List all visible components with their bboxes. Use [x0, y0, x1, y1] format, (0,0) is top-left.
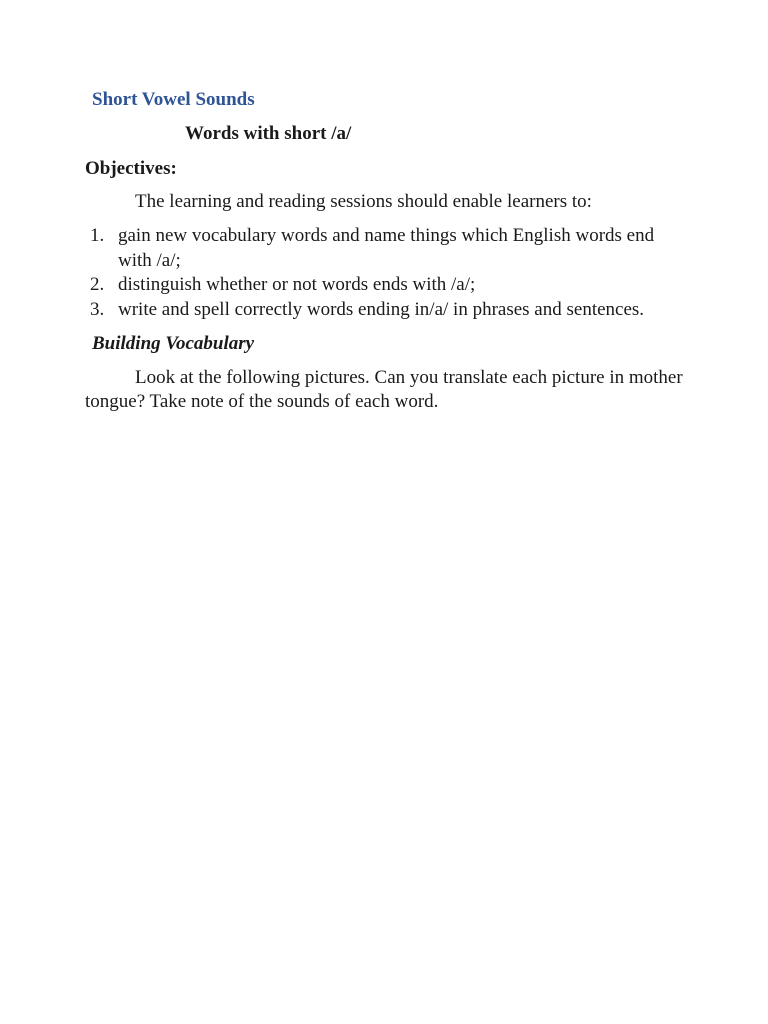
objective-number: 1.	[90, 225, 105, 246]
building-vocabulary-paragraph: Look at the following pictures. Can you translate each picture in mother tongue? Take note of the sounds of each word.	[85, 366, 683, 412]
objectives-intro: The learning and reading sessions should enable learners to:	[135, 190, 592, 212]
objective-number: 2.	[90, 274, 105, 295]
document-title: Short Vowel Sounds	[92, 89, 255, 110]
building-vocabulary-heading: Building Vocabulary	[92, 333, 255, 354]
objective-number: 3.	[90, 298, 105, 320]
objective-text: gain new vocabulary words and name things which English words end with /a/;	[118, 225, 655, 271]
lesson-subtitle: Words with short /a/	[185, 122, 352, 144]
objective-text: distinguish whether or not words ends with /a/;	[118, 274, 476, 295]
objective-item-1	[85, 224, 700, 273]
objectives-heading: Objectives:	[85, 158, 177, 179]
objective-item-3	[85, 298, 700, 323]
objectives-list	[85, 224, 700, 322]
objective-text: write and spell correctly words ending in/a/ in phrases and sentences.	[118, 298, 645, 320]
objective-item-2	[85, 273, 700, 298]
